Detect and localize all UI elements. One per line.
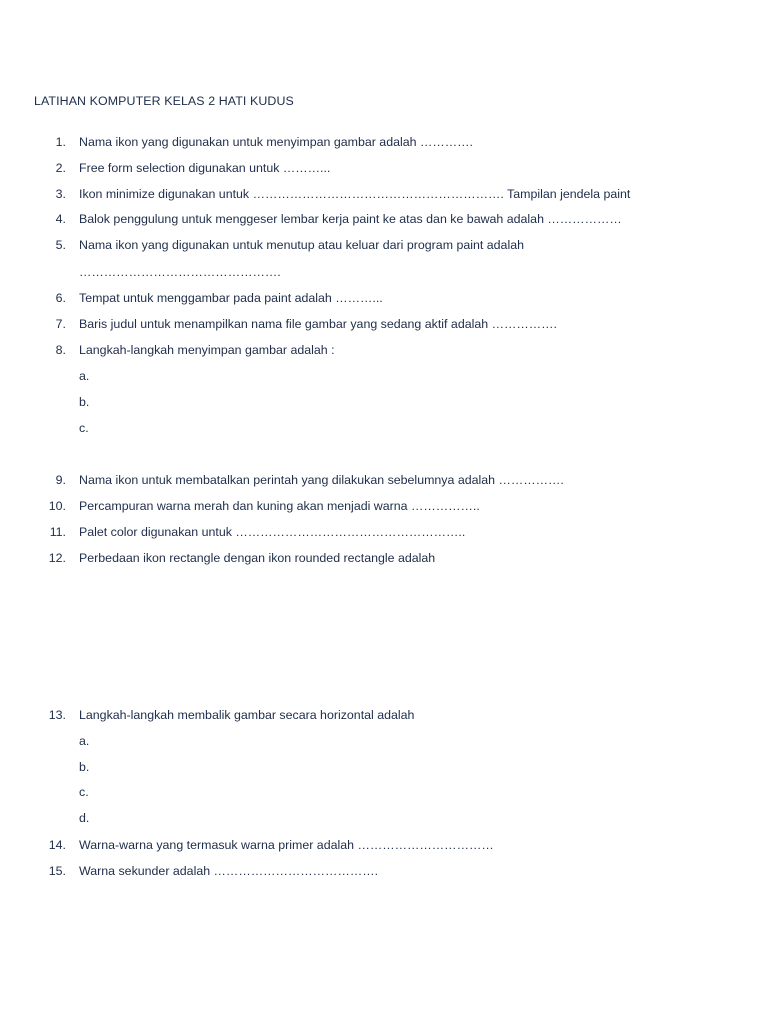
question-text: Palet color digunakan untuk ……………………………………………….. xyxy=(79,525,466,539)
page-title: LATIHAN KOMPUTER KELAS 2 HATI KUDUS xyxy=(34,94,294,108)
question-number: 12. xyxy=(48,551,66,565)
question-number: 13. xyxy=(48,708,66,722)
answer-blank: …………………………………………. xyxy=(79,265,281,279)
question-number: 10. xyxy=(48,499,66,513)
question-text: Percampuran warna merah dan kuning akan menjadi warna …………….. xyxy=(79,499,480,513)
question-text: Perbedaan ikon rectangle dengan ikon rounded rectangle adalah xyxy=(79,551,436,565)
sub-item-label: d. xyxy=(79,811,90,825)
question-text: Ikon minimize digunakan untuk ……………………………………………………. Tampilan jendela paint xyxy=(79,187,631,201)
sub-item-label: b. xyxy=(79,760,90,774)
sub-item-label: b. xyxy=(79,395,90,409)
question-number: 15. xyxy=(48,864,66,878)
question-text: Warna-warna yang termasuk warna primer adalah …………………………… xyxy=(79,838,494,852)
sub-item-label: c. xyxy=(79,785,89,799)
question-number: 11. xyxy=(49,525,66,539)
question-text: Langkah-langkah membalik gambar secara horizontal adalah xyxy=(79,708,415,722)
sub-item-label: a. xyxy=(79,734,90,748)
question-number: 2. xyxy=(55,161,66,175)
question-text: Nama ikon yang digunakan untuk menutup atau keluar dari program paint adalah xyxy=(79,238,524,252)
sub-item-label: a. xyxy=(79,369,90,383)
question-number: 14. xyxy=(48,838,66,852)
question-text: Tempat untuk menggambar pada paint adalah ………... xyxy=(79,291,383,305)
question-text: Warna sekunder adalah …………………………………. xyxy=(79,864,379,878)
question-text: Free form selection digunakan untuk ………... xyxy=(79,161,331,175)
question-text: Nama ikon yang digunakan untuk menyimpan gambar adalah …………. xyxy=(79,135,473,149)
question-number: 8. xyxy=(55,343,66,357)
question-text: Nama ikon untuk membatalkan perintah yang dilakukan sebelumnya adalah ……………. xyxy=(79,473,564,487)
question-text: Baris judul untuk menampilkan nama file gambar yang sedang aktif adalah ……………. xyxy=(79,317,557,331)
question-number: 6. xyxy=(55,291,66,305)
question-number: 7. xyxy=(55,317,66,331)
sub-item-label: c. xyxy=(79,421,89,435)
question-number: 4. xyxy=(55,212,66,226)
question-number: 5. xyxy=(55,238,66,252)
question-text: Balok penggulung untuk menggeser lembar kerja paint ke atas dan ke bawah adalah ……………… xyxy=(79,212,622,226)
question-number: 1. xyxy=(55,135,66,149)
question-number: 3. xyxy=(55,187,66,201)
question-text: Langkah-langkah menyimpan gambar adalah : xyxy=(79,343,335,357)
question-number: 9. xyxy=(55,473,66,487)
